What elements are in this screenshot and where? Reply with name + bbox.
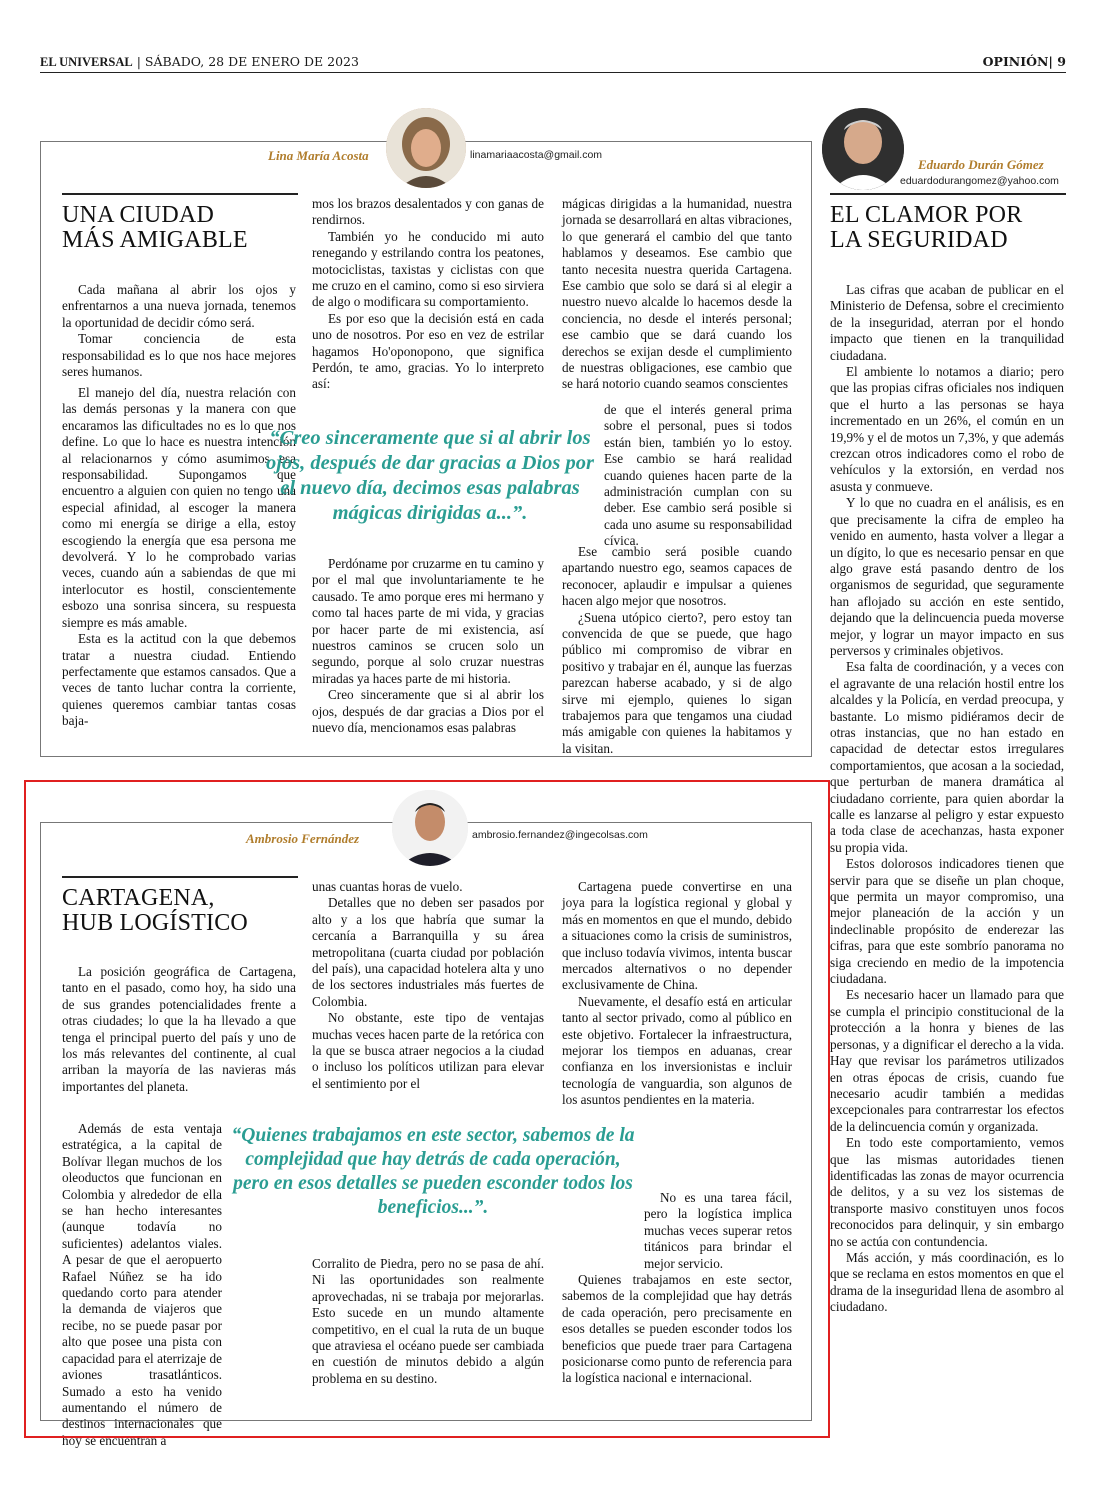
- paragraph: Corralito de Piedra, pero no se pasa de ahí. Ni las oportunidades son realmente aprovechadas, ni se trabaja por mejorarlas. Esto sucede en un mundo altamente competitivo, en el cual la ruta de un buque que atraviesa el océano puede ser cambiada en cuestión de minutos debido a algún problema en su destino.: [312, 1256, 544, 1386]
- paragraph: Y lo que no cuadra en el análisis, es en que precisamente la cifra de empleo ha venido en aumento, hasta volver a llegar a un dígito, lo que es necesario pensar en que algo grave está pasando dentro de los organismos de seguridad, que seguramente han aflojado su acción en este sentido, dejando que la delincuencia pueda moverse mejor, y lograr un mayor impacto en sus perversos y criminales objetivos.: [830, 495, 1064, 658]
- paragraph: Cartagena puede convertirse en una joya para la logística regional y global y más en momentos en que el mundo, debido a situaciones como la crisis de suministros, que incluso todavía vivimos, intenta buscar mercados alternativos o no depender exclusivamente de China.: [562, 879, 792, 993]
- author-name: Eduardo Durán Gómez: [918, 157, 1044, 172]
- paragraph: Esa falta de coordinación, y a veces con el agravante de una relación hostil entre los alcaldes y la Policía, en verdad preocupa, y bastante. Lo mismo pidiéramos decir de otras instancias, que no han estado en capacidad de detectar estos irregulares comportamientos, que acosan a la sociedad, que perturban de manera dramática al ciudadano corriente, para quien abordar la calle es lanzarse al peligro y estar expuesto a toda clase de acechanzas, hasta exponer su propia vida.: [830, 659, 1064, 855]
- paragraph: Nuevamente, el desafío está en articular tanto al sector privado, como al público en este objetivo. Fortalecer la infraestructura, mejorar los tiempos en aduanas, crear confianza en los inversionistas e incluir tecnología de vanguardia, son algunos de los asuntos pendientes en la materia.: [562, 993, 792, 1108]
- pull-quote-acosta: “Creo sinceramente que si al abrir los ojos, después de dar gracias a Dios por el nuevo día, decimos esas palabras mágicas dirigidas a...”.: [265, 427, 594, 524]
- paragraph: mos los brazos desalentados y con ganas de rendirnos.: [312, 196, 544, 228]
- paragraph: En todo este comportamiento, vemos que las mismas autoridades tienen identificadas las zonas de mayor ocurrencia de delitos, y a su vez los sistemas de transporte masivo constituyen unos focos reconocidos para delinquir, y sin embargo no se actúa con contundencia.: [830, 1135, 1064, 1249]
- author-name: Ambrosio Fernández: [246, 831, 360, 846]
- portrait-image: [822, 108, 904, 190]
- issue-date: SÁBADO, 28 DE ENERO DE 2023: [144, 54, 359, 69]
- paragraph: No es una tarea fácil, pero la logística implica muchas veces superar retos titánicos para brindar el mejor servicio.: [644, 1190, 792, 1271]
- paragraph: Más acción, y más coordinación, es lo que se reclama en estos momentos en que el drama de la inseguridad llena de asombro al ciudadano.: [830, 1249, 1064, 1315]
- section-name: OPINIÓN: [982, 54, 1049, 69]
- paragraph: ¿Suena utópico cierto?, pero estoy tan convencida de que se puede, que hago público mi compromiso de vibrar en positivo y trabajar en él, aunque las fuerzas parezcan haberse acabado, y si de algo sirve mi ejemplo, quienes lo sigan trabajemos para que tengamos una ciudad más amigable con quienes la habitamos y la visitan.: [562, 609, 792, 756]
- paragraph: Creo sinceramente que si al abrir los ojos, después de dar gracias a Dios por el nuevo día, mencionamos esas palabras: [312, 687, 544, 736]
- page-number: 9: [1057, 54, 1066, 69]
- author-photo-acosta: [386, 108, 466, 188]
- paragraph: Perdóname por cruzarme en tu camino y por el mal que involuntariamente te he causado. Te amo porque eres mi hermano y como tal haces parte de mi vida, y gracias por hacer parte de mi existencia, así nuestros caminos se crucen solo un segundo, porque al solo cruzar nuestras miradas ya haces parte de mi historia.: [312, 556, 544, 686]
- paragraph: Ese cambio será posible cuando apartando nuestro ego, seamos capaces de reconocer, aplaudir e impulsar a quienes hacen algo mejor que nosotros.: [562, 544, 792, 609]
- paragraph: unas cuantas horas de vuelo.: [312, 879, 463, 894]
- paragraph: mágicas dirigidas a la humanidad, nuestra jornada se desarrollará en altas vibraciones, lo que generará el cambio del que tanto hablamos y deseamos. Ese cambio que tanto necesita nuestra querida Cartagena. Ese cambio que solo se dará si al elegir a nuestro nuevo alcalde lo hacemos desde la conciencia, no desde el interés personal; ese cambio que se dará cuando los derechos se exijan desde el cumplimiento de nuestras obligaciones, ese cambio que se hará notorio cuando seamos conscientes: [562, 196, 792, 392]
- paragraph: Cada mañana al abrir los ojos y enfrentarnos a una nueva jornada, tenemos la oportunidad de decidir cómo será.: [62, 282, 296, 330]
- column-3-top: [562, 196, 792, 393]
- paragraph: El manejo del día, nuestra relación con las demás personas y la manera con que encaramos las dificultades no es lo que nos define. Lo que lo hace es nuestra intención al relacionarnos y cómo asumimos esa responsabilidad. Supongamos que encuentro a alguien con quien no tengo una especial afinidad, al escoger la manera como mi energía se dirige a ella, estoy escogiendo la energía que esa persona me devolverá. Y lo he comprobado varias veces, cuando aún a sabiendas de que mi interlocutor es hostil, conscientemente esbozo una sonrisa sincera, su respuesta siempre es más amable.: [62, 385, 296, 630]
- paragraph: Es necesario hacer un llamado para que se cumpla el principio constitucional de la protección a la honra y bienes de las personas, y a dignificar el derecho a la vida. Hay que revisar los parámetros utilizados en otras épocas de crisis, cuando fue necesario acudir también a medidas excepcionales para contrarrestar los efectos de la delincuencia común y organizada.: [830, 987, 1064, 1134]
- paragraph: Las cifras que acaban de publicar en el Ministerio de Defensa, sobre el crecimiento de la inseguridad, aterran por el hondo impacto que tienen en la tranquilidad ciudadana.: [830, 282, 1064, 363]
- headline-line-2: MÁS AMIGABLE: [62, 227, 248, 253]
- headline-line-2: LA SEGURIDAD: [830, 227, 1008, 253]
- paragraph: de que el interés general prima sobre el personal, pues si todos están bien, también yo lo estoy. Ese cambio se hará realidad cuando quienes hacen parte de la administración cumplan con su deber. Ese cambio será posible si cada uno asume su responsabilidad cívica.: [604, 402, 792, 549]
- paragraph: Detalles que no deben ser pasados por alto y a los que habría que sumar la cercanía a Barranquilla y su área metropolitana (cuarta ciudad por población del país), una capacidad hotelera alta y uno de los sectores industriales más fuertes de Colombia.: [312, 895, 544, 1009]
- author-name: Lina María Acosta: [268, 148, 369, 163]
- selection-highlight: [24, 780, 830, 1438]
- column-3-bottom: [562, 544, 792, 757]
- paragraph: Tomar conciencia de esta responsabilidad es lo que nos hace mejores seres humanos.: [62, 331, 296, 380]
- paragraph: La posición geográfica de Cartagena, tanto en el pasado, como hoy, ha sido una de sus grandes potencialidades frente a otras ciudades; lo que la ha llevado a que tenga el principal puerto del país y uno de los más relevantes del continente, al cual arriban la mayoría de las navieras más importantes del planeta.: [62, 964, 296, 1094]
- headline-line-2: HUB LOGÍSTICO: [62, 910, 248, 936]
- column-2-bottom: [312, 556, 544, 736]
- column-2-top: [312, 196, 544, 393]
- headline-rule: [62, 193, 298, 195]
- paragraph: Estos dolorosos indicadores tienen que servir para que se diseñe un plan choque, que permita un mayor compromiso, una mejor planeación de la acción y un indeclinable propósito de enderezar las cifras, para que este sombrío panorama no siga creciendo en medio de la impotencia ciudadana.: [830, 856, 1064, 987]
- masthead-rule: [40, 72, 1066, 73]
- column-3-mid: [604, 402, 792, 550]
- paragraph: No obstante, este tipo de ventajas muchas veces hacen parte de la retórica con la que se busca atraer negocios a la ciudad o incluso los políticos utilizan para elevar el sentimiento por el: [312, 1010, 544, 1091]
- author-photo-duran: [822, 108, 904, 190]
- headline-duran: [830, 203, 1022, 253]
- author-email: ambrosio.fernandez@ingecolsas.com: [472, 829, 648, 841]
- pull-quote-fernandez: “Quienes trabajamos en este sector, sabemos de la complejidad que hay detrás de cada operación, pero en esos detalles se pueden esconder todos los beneficios...”.: [231, 1125, 635, 1218]
- headline-line-1: UNA CIUDAD: [62, 202, 214, 228]
- paragraph: Es por eso que la decisión está en cada uno de nosotros. Por eso en vez de estrilar hagamos Ho'oponopono, que significa Perdón, te amo, gracias. Yo lo interpreto así:: [312, 310, 544, 392]
- masthead-right: OPINIÓN| 9: [982, 54, 1066, 69]
- author-email: linamariaacosta@gmail.com: [470, 149, 603, 161]
- paper-name: EL UNIVERSAL: [40, 55, 133, 69]
- column-1-bottom: [62, 385, 296, 755]
- paragraph: También yo he conducido mi auto renegando y estrilando contra los peatones, motociclistas, taxistas y ciclistas con que me cruzo en el camino, como si eso sirviera de algo o modificara su comportamiento.: [312, 228, 544, 310]
- column-1-top: [62, 282, 296, 380]
- paragraph: El ambiente lo notamos a diario; pero que las propias cifras oficiales nos indiquen que el hurto a las personas se haya incrementado en un 26%, el común en un 19,9% y el de motos un 7,3%, y que además crezcan otros indicadores como el robo de vehículos y la extorsión, en verdad nos asusta y conmueve.: [830, 364, 1064, 494]
- headline-line-1: EL CLAMOR POR: [830, 202, 1023, 228]
- headline-acosta: [62, 203, 248, 253]
- author-email: eduardodurangomez@yahoo.com: [900, 175, 1059, 187]
- column-duran: [830, 282, 1064, 1412]
- paragraph: Esta es la actitud con la que debemos tratar a nuestra ciudad. Entiendo perfectamente que estamos cansados. Que a veces de tanto luchar contra la corriente, quienes queremos cambiar tantas cosas baja-: [62, 631, 296, 729]
- portrait-image: [386, 108, 466, 188]
- headline-rule: [830, 193, 1066, 195]
- headline-line-1: CARTAGENA,: [62, 885, 215, 911]
- paragraph: Además de esta ventaja estratégica, a la capital de Bolívar llegan muchos de los oleoductos que funcionan en Colombia y alrededor de ella se han hecho interesantes (aunque todavía no suficientes) adelantos viales. A pesar de que el aeropuerto Rafael Núñez se ha ido quedando corto para atender la demanda de viajeros que recibe, no se puede pasar por alto que posee una pista con capacidad para el aterrizaje de aviones trasatlánticos. Sumado a esto ha venido aumentando el número de destinos internacionales que hoy se encuentran a: [62, 1121, 222, 1448]
- masthead-left: EL UNIVERSAL | SÁBADO, 28 DE ENERO DE 2023: [40, 54, 359, 69]
- paragraph: Quienes trabajamos en este sector, sabemos de la complejidad que hay detrás de cada operación, pero precisamente en esos detalles se pueden esconder todos los beneficios que puede traer para Cartagena posicionarse como punto de referencia para la logística nacional e internacional.: [562, 1272, 792, 1386]
